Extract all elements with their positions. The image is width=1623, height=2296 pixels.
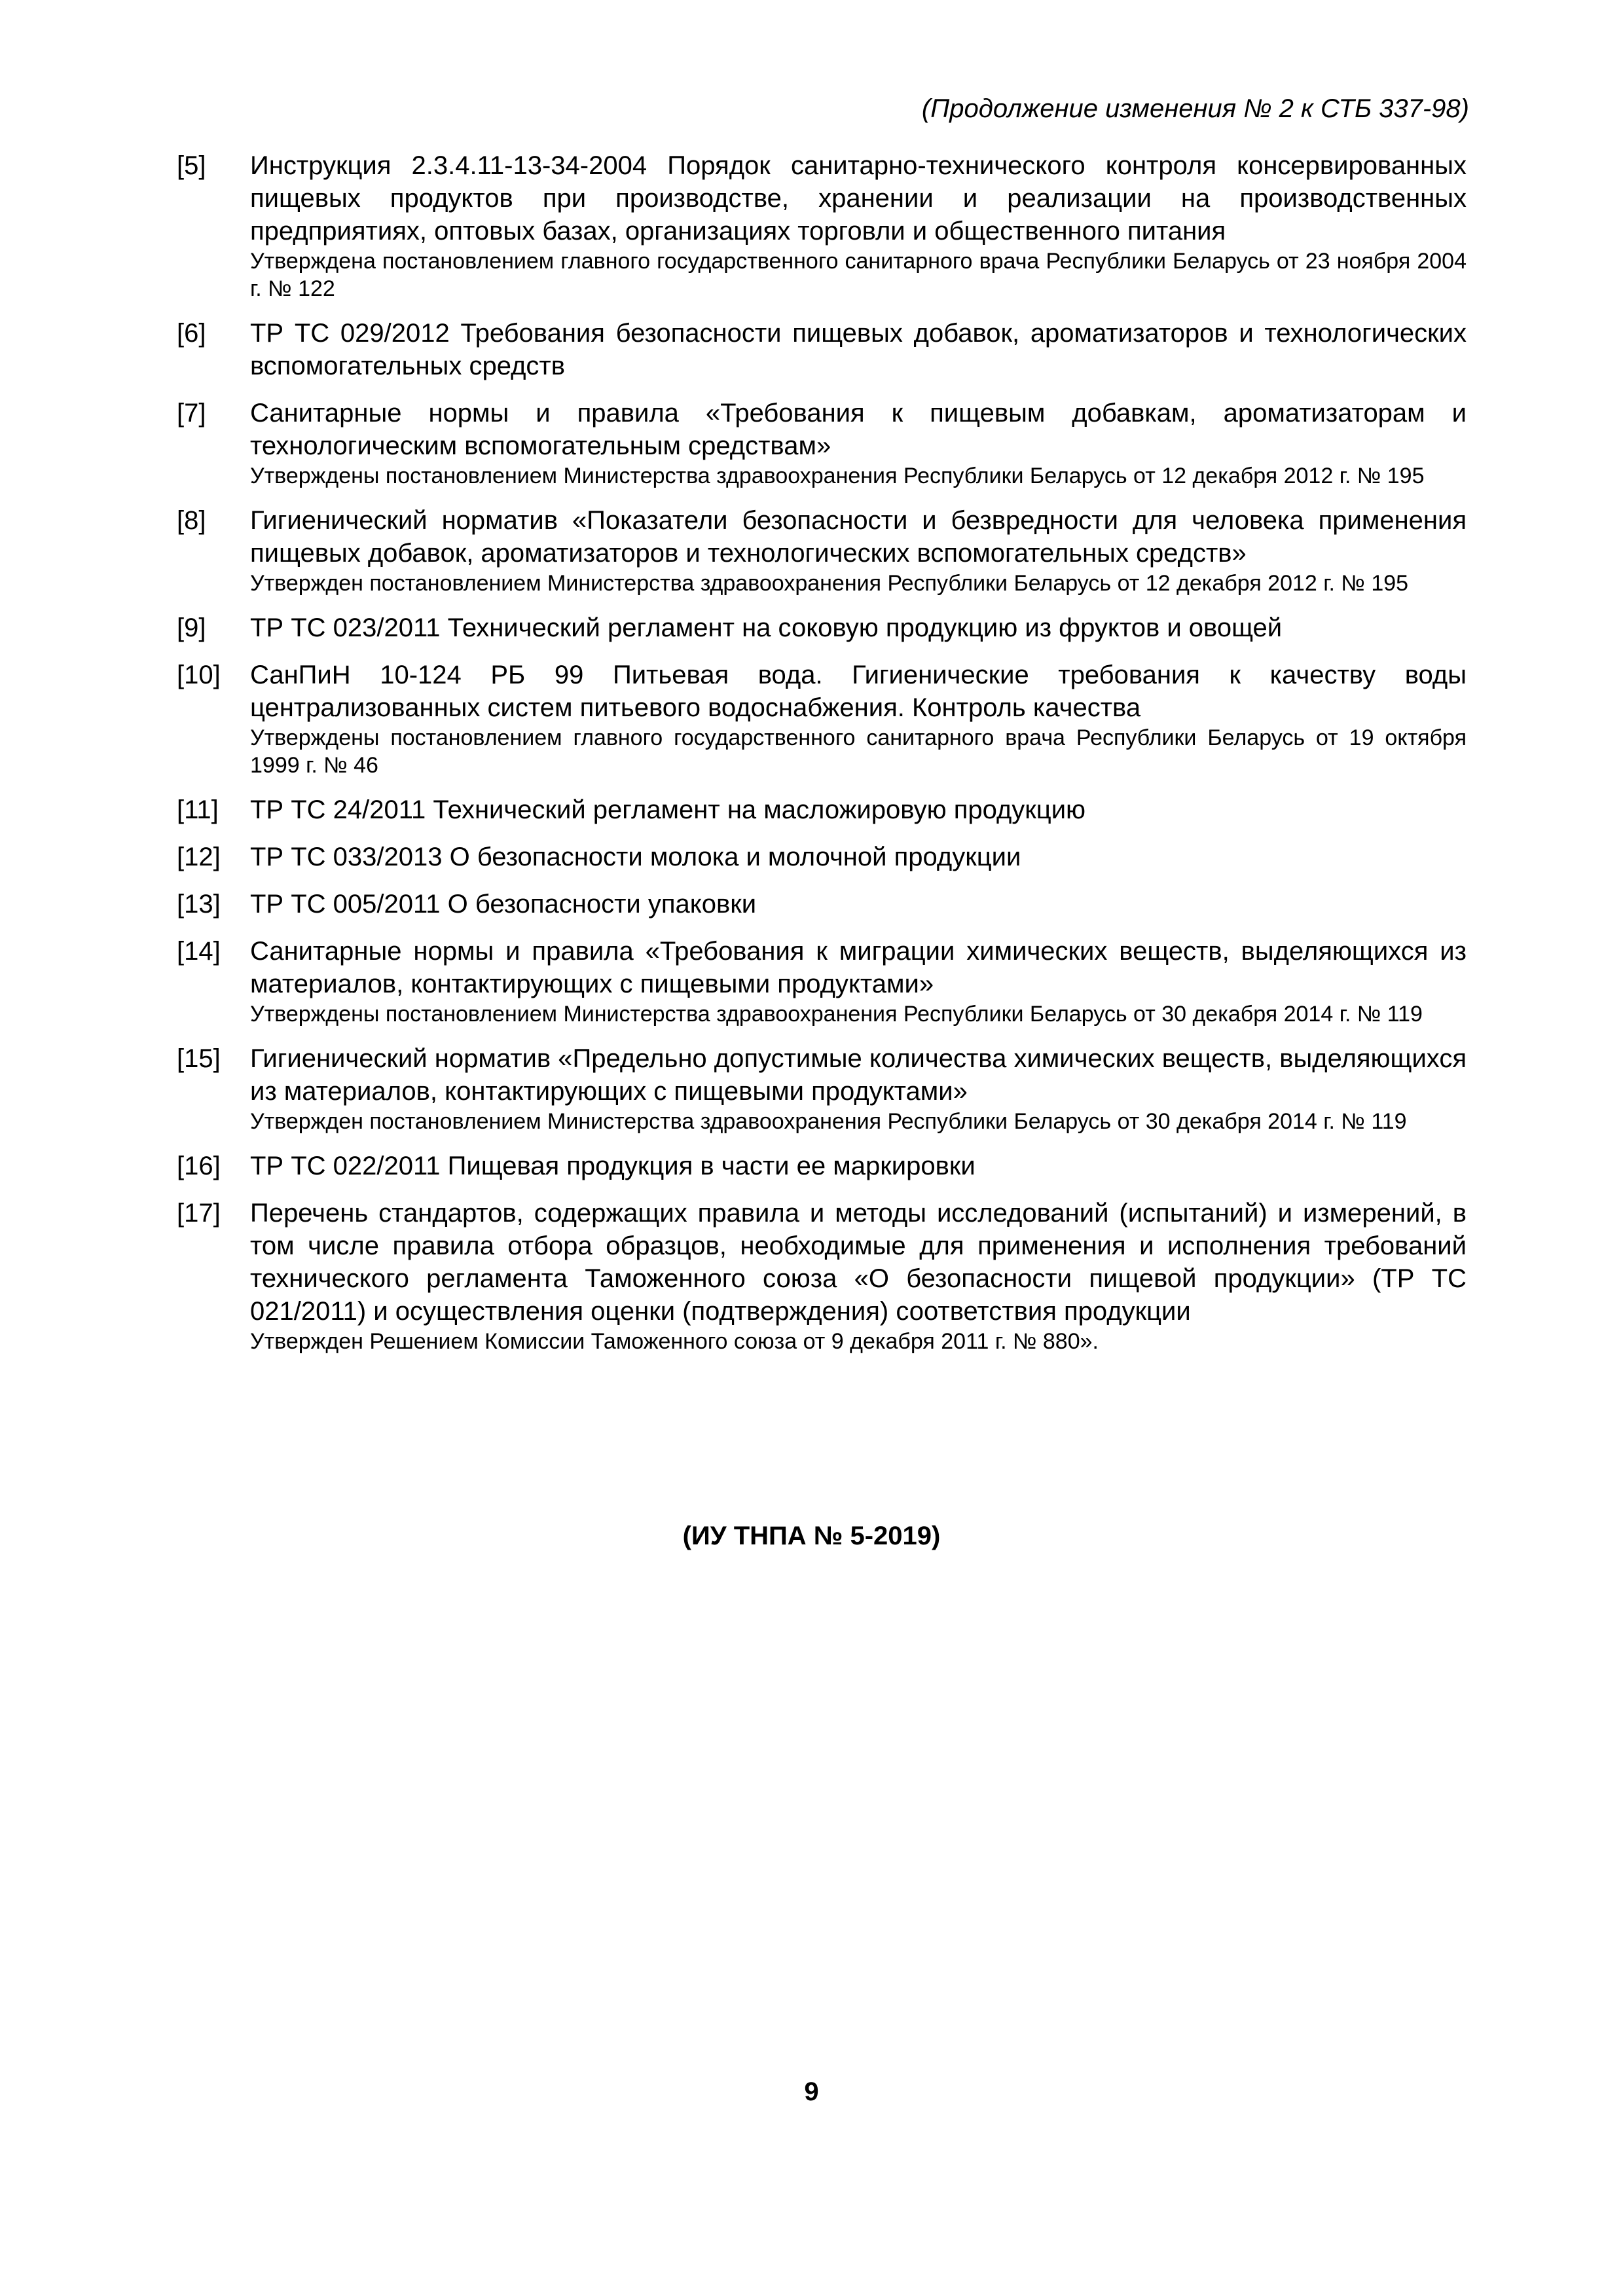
reference-title: ТР ТС 005/2011 О безопасности упаковки (250, 890, 757, 919)
reference-number: [13] (177, 890, 221, 919)
reference-body (250, 397, 1467, 490)
reference-number: [9] (177, 613, 206, 642)
page-number: 9 (804, 2077, 819, 2106)
document-code: (ИУ ТНПА № 5-2019) (682, 1522, 941, 1550)
reference-item-10 (177, 659, 1467, 779)
reference-number: [6] (177, 319, 206, 348)
reference-body (250, 1150, 1467, 1182)
reference-item-17 (177, 1197, 1467, 1355)
reference-item-15 (177, 1042, 1467, 1135)
reference-body (250, 317, 1467, 382)
reference-title: СанПиН 10-124 РБ 99 Питьевая вода. Гигиенические требования к качеству воды централизованных систем питьевого водоснабжения. Контроль качества (250, 661, 1467, 722)
reference-item-14 (177, 935, 1467, 1028)
reference-number: [17] (177, 1199, 221, 1228)
reference-approval-note: Утвержден постановлением Министерства здравоохранения Республики Беларусь от 30 декабря 2014 г. № 119 (250, 1109, 1407, 1134)
reference-approval-note: Утвержден постановлением Министерства здравоохранения Республики Беларусь от 12 декабря 2012 г. № 195 (250, 571, 1409, 596)
reference-item-13 (177, 888, 1467, 920)
reference-number: [8] (177, 506, 206, 535)
reference-number: [14] (177, 937, 221, 966)
reference-item-5 (177, 149, 1467, 302)
reference-title: Инструкция 2.3.4.11-13-34-2004 Порядок санитарно-технического контроля консервированных пищевых продуктов при производстве, хранении и реализации на производственных предприятиях, оптовых базах, организациях торговли и общественного питания (250, 151, 1467, 246)
reference-approval-note: Утверждены постановлением Министерства здравоохранения Республики Беларусь от 12 декабря 2012 г. № 195 (250, 464, 1425, 488)
reference-number: [11] (177, 795, 219, 824)
reference-body (250, 841, 1467, 873)
reference-title: Санитарные нормы и правила «Требования к миграции химических веществ, выделяющихся из материалов, контактирующих с пищевыми продуктами» (250, 937, 1467, 998)
reference-number: [7] (177, 399, 206, 428)
reference-approval-note: Утверждены постановлением Министерства здравоохранения Республики Беларусь от 30 декабря 2014 г. № 119 (250, 1002, 1423, 1027)
reference-title: ТР ТС 029/2012 Требования безопасности пищевых добавок, ароматизаторов и технологических вспомогательных средств (250, 319, 1467, 380)
reference-title: ТР ТС 24/2011 Технический регламент на масложировую продукцию (250, 795, 1086, 824)
reference-approval-note: Утверждены постановлением главного государственного санитарного врача Республики Беларусь от 19 октября 1999 г. № 46 (250, 725, 1467, 778)
reference-item-11 (177, 793, 1467, 826)
reference-number: [5] (177, 151, 206, 180)
reference-body (250, 149, 1467, 302)
reference-body (250, 935, 1467, 1028)
reference-body (250, 1042, 1467, 1135)
reference-title: Гигиенический норматив «Показатели безопасности и безвредности для человека применения пищевых добавок, ароматизаторов и технологических вспомогательных средств» (250, 506, 1467, 568)
reference-title: ТР ТС 023/2011 Технический регламент на соковую продукцию из фруктов и овощей (250, 613, 1283, 642)
reference-number: [15] (177, 1044, 221, 1073)
reference-item-6 (177, 317, 1467, 382)
reference-body (250, 504, 1467, 597)
reference-list (177, 149, 1467, 1370)
reference-item-8 (177, 504, 1467, 597)
reference-item-16 (177, 1150, 1467, 1182)
reference-approval-note: Утвержден Решением Комиссии Таможенного союза от 9 декабря 2011 г. № 880». (250, 1329, 1099, 1354)
reference-number: [10] (177, 661, 221, 689)
reference-title: Санитарные нормы и правила «Требования к пищевым добавкам, ароматизаторам и технологическим вспомогательным средствам» (250, 399, 1467, 460)
reference-title: ТР ТС 033/2013 О безопасности молока и молочной продукции (250, 843, 1021, 871)
reference-item-9 (177, 611, 1467, 644)
reference-item-12 (177, 841, 1467, 873)
reference-title: Гигиенический норматив «Предельно допустимые количества химических веществ, выделяющихся из материалов, контактирующих с пищевыми продуктами» (250, 1044, 1467, 1106)
reference-title: Перечень стандартов, содержащих правила и методы исследований (испытаний) и измерений, в том числе правила отбора образцов, необходимые для применения и исполнения требований технического регламента Таможенного союза «О безопасности пищевой продукции» (ТР ТС 021/2011) и осуществления оценки (подтверждения) соответствия продукции (250, 1199, 1467, 1326)
reference-number: [12] (177, 843, 221, 871)
reference-body (250, 1197, 1467, 1355)
reference-number: [16] (177, 1152, 221, 1180)
reference-body (250, 659, 1467, 779)
reference-body (250, 611, 1467, 644)
reference-body (250, 888, 1467, 920)
reference-body (250, 793, 1467, 826)
continuation-header: (Продолжение изменения № 2 к СТБ 337-98) (921, 94, 1469, 123)
reference-item-7 (177, 397, 1467, 490)
reference-title: ТР ТС 022/2011 Пищевая продукция в части ее маркировки (250, 1152, 976, 1180)
reference-approval-note: Утверждена постановлением главного государственного санитарного врача Республики Беларусь от 23 ноября 2004 г. № 122 (250, 249, 1467, 301)
